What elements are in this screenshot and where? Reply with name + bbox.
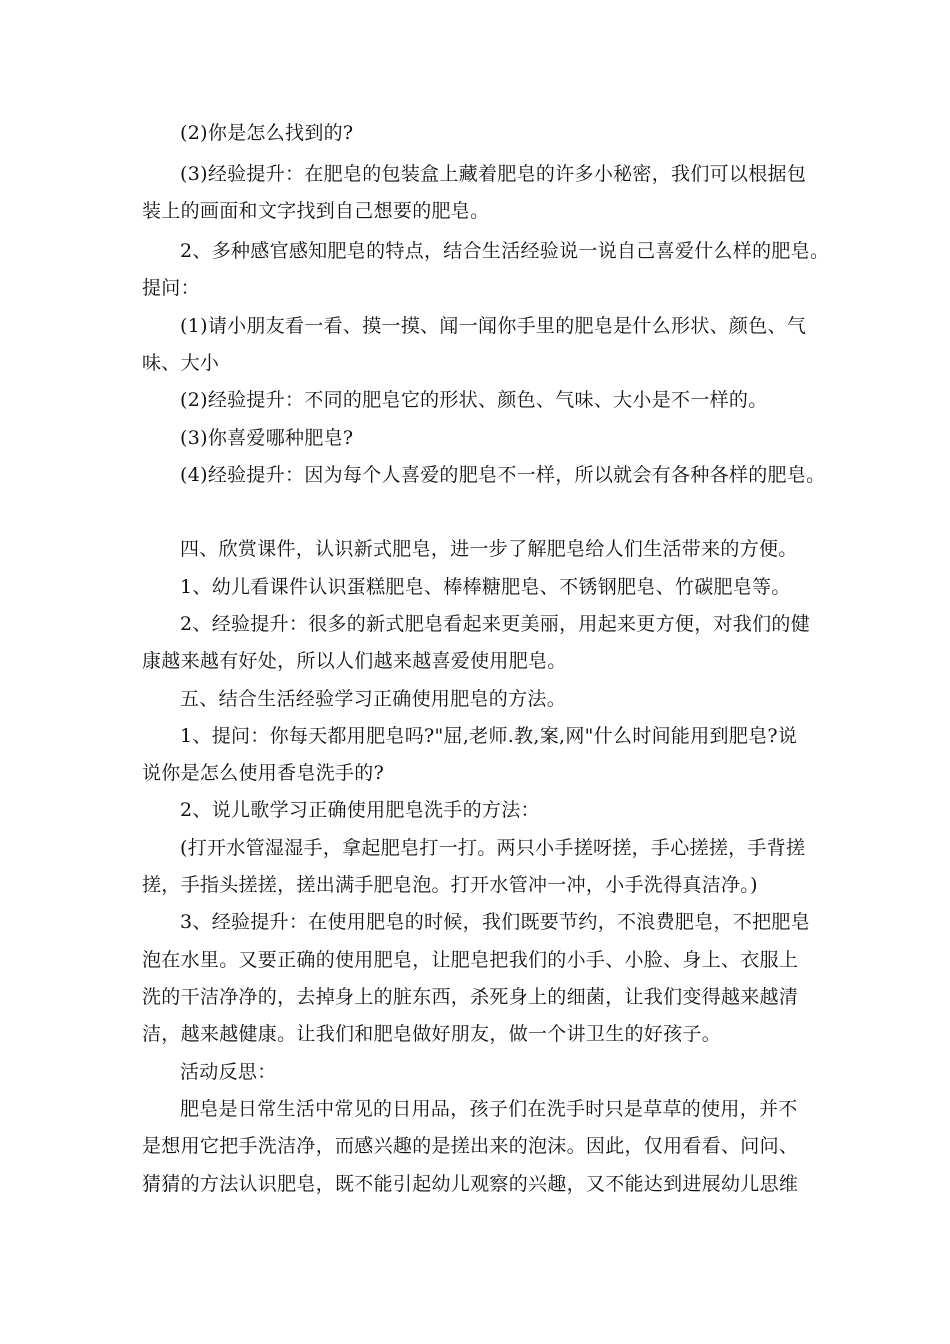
text-line: 2、经验提升：很多的新式肥皂看起来更美丽，用起来更方便，对我们的健	[180, 613, 810, 635]
text-line: 是想用它把手洗洁净，而感兴趣的是搓出来的泡沫。因此，仅用看看、问问、	[142, 1135, 799, 1157]
text-line: (2)经验提升：不同的肥皂它的形状、颜色、气味、大小是不一样的。	[180, 389, 768, 411]
text-line: 2、说儿歌学习正确使用肥皂洗手的方法：	[180, 799, 540, 821]
text-line: (3)经验提升：在肥皂的包装盒上藏着肥皂的许多小秘密，我们可以根据包	[180, 163, 807, 185]
section-heading: 五、结合生活经验学习正确使用肥皂的方法。	[180, 688, 567, 710]
text-line: (2)你是怎么找到的?	[180, 122, 354, 144]
text-line: 洗的干洁净净的，去掉身上的脏东西，杀死身上的细菌，让我们变得越来越清	[142, 986, 799, 1008]
text-line: (3)你喜爱哪种肥皂?	[180, 427, 354, 449]
text-line: 泡在水里。又要正确的使用肥皂，让肥皂把我们的小手、小脸、身上、衣服上	[142, 949, 799, 971]
section-heading: 活动反思：	[180, 1061, 277, 1083]
section-heading: 四、欣赏课件，认识新式肥皂，进一步了解肥皂给人们生活带来的方便。	[180, 538, 798, 560]
text-line: 猜猜的方法认识肥皂，既不能引起幼儿观察的兴趣，又不能达到进展幼儿思维	[142, 1173, 799, 1195]
text-line: 3、经验提升：在使用肥皂的时候，我们既要节约，不浪费肥皂，不把肥皂	[180, 911, 810, 933]
text-line: 1、幼儿看课件认识蛋糕肥皂、棒棒糖肥皂、不锈钢肥皂、竹碳肥皂等。	[180, 576, 791, 598]
text-line: 装上的画面和文字找到自己想要的肥皂。	[142, 200, 490, 222]
text-line: 提问：	[142, 277, 200, 299]
text-line: (4)经验提升：因为每个人喜爱的肥皂不一样，所以就会有各种各样的肥皂。	[180, 464, 826, 486]
text-line: 搓，手指头搓搓，搓出满手肥皂泡。打开水管冲一冲，小手洗得真洁净。)	[142, 874, 758, 896]
text-line: 康越来越有好处，所以人们越来越喜爱使用肥皂。	[142, 650, 567, 672]
text-line: 洁，越来越健康。让我们和肥皂做好朋友，做一个讲卫生的好孩子。	[142, 1023, 722, 1045]
text-line: (打开水管湿湿手，拿起肥皂打一打。两只小手搓呀搓，手心搓搓，手背搓	[180, 837, 806, 859]
text-line: (1)请小朋友看一看、摸一摸、闻一闻你手里的肥皂是什么形状、颜色、气	[180, 315, 807, 337]
text-line: 肥皂是日常生活中常见的日用品，孩子们在洗手时只是草草的使用，并不	[180, 1098, 798, 1120]
text-line: 说你是怎么使用香皂洗手的?	[142, 762, 385, 784]
text-line: 2、多种感官感知肥皂的特点，结合生活经验说一说自己喜爱什么样的肥皂。	[180, 240, 830, 262]
text-line: 1、提问：你每天都用肥皂吗?"屈,老师.教,案,网"什么时间能用到肥皂?说	[180, 725, 798, 747]
text-line: 味、大小	[142, 352, 220, 374]
